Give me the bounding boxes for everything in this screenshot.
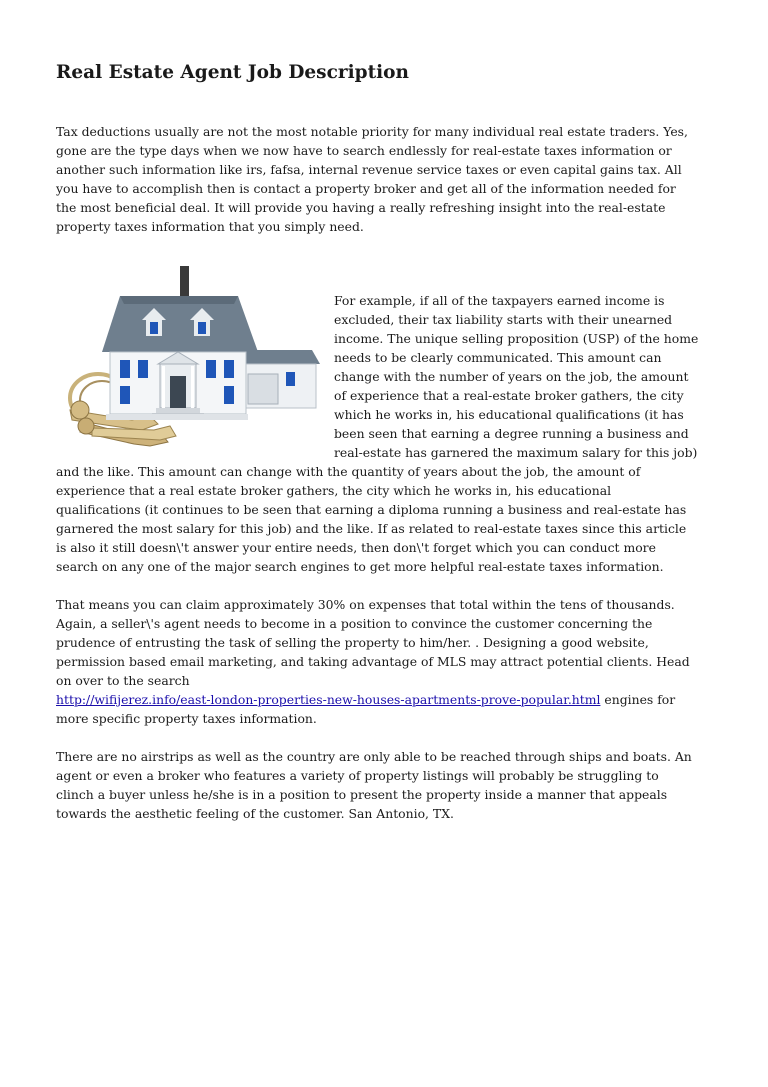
text-line: which he works in, his educational qualifications (it has: [334, 407, 684, 422]
text-line: income. The unique selling proposition (USP) of the home: [334, 331, 699, 346]
text-line: There are no airstrips as well as the country are only able to be reached through ships and boats. An: [56, 749, 692, 764]
text-line: gone are the type days when we now have to search endlessly for real-estate taxes information or: [56, 143, 672, 158]
text-line: permission based email marketing, and taking advantage of MLS may attract potential clients. Head: [56, 654, 690, 669]
text-line: more specific property taxes information.: [56, 711, 317, 726]
text-line: That means you can claim approximately 30% on expenses that total within the tens of thousands.: [56, 597, 675, 612]
document-title: Real Estate Agent Job Description: [56, 62, 409, 83]
text-line: another such information like irs, fafsa, internal revenue service taxes or even capital gains tax. All: [56, 162, 682, 177]
text-line: on over to the search: [56, 673, 190, 688]
text-line: you have to accomplish then is contact a property broker and get all of the information needed for: [56, 181, 676, 196]
text-line: experience that a real estate broker gathers, the city which he works in, his educational: [56, 483, 612, 498]
text-line: garnered the most salary for this job) and the like. If as related to real-estate taxes since this article: [56, 521, 687, 536]
paragraph-4: [56, 747, 716, 823]
text-line: towards the aesthetic feeling of the customer. San Antonio, TX.: [56, 806, 454, 821]
text-line: search on any one of the major search engines to get more helpful real-estate taxes information.: [56, 559, 664, 574]
text-line: clinch a buyer unless he/she is in a position to present the property inside a manner that appeals: [56, 787, 668, 802]
text-line: prudence of entrusting the task of selling the property to him/her. . Designing a good website,: [56, 635, 649, 650]
text-line: change with the number of years on the job, the amount: [334, 369, 689, 384]
text-line: Again, a seller\'s agent needs to become in a position to convince the customer concerning the: [56, 616, 653, 631]
paragraph-3: [56, 595, 716, 728]
text-line: needs to be clearly communicated. This amount can: [334, 350, 662, 365]
text-line: been seen that earning a degree running a business and: [334, 426, 689, 441]
text-line: real-estate has garnered the maximum salary for this job): [334, 445, 698, 460]
text-line: the most beneficial deal. It will provide you having a really refreshing insight into the real-estate: [56, 200, 666, 215]
paragraph-1: [56, 122, 716, 236]
text-line: property taxes information that you simply need.: [56, 219, 364, 234]
text-line: agent or even a broker who features a variety of property listings will probably be struggling to: [56, 768, 659, 783]
link-line: [56, 690, 716, 709]
text-line: is also it still doesn\'t answer your entire needs, then don\'t forget which you can conduct more: [56, 540, 656, 555]
property-link[interactable]: http://wifijerez.info/east-london-properties-new-houses-apartments-prove-popular.html: [56, 692, 601, 707]
text-line: For example, if all of the taxpayers earned income is: [334, 293, 665, 308]
text-line: Tax deductions usually are not the most notable priority for many individual real estate traders. Yes,: [56, 124, 688, 139]
link-suffix-text: engines for: [600, 692, 676, 707]
text-line: and the like. This amount can change with the quantity of years about the job, the amount of: [56, 464, 641, 479]
paragraph-2: [56, 291, 716, 576]
text-line: excluded, their tax liability starts with their unearned: [334, 312, 673, 327]
text-line: qualifications (it continues to be seen that earning a diploma running a business and real-estate has: [56, 502, 687, 517]
text-line: of experience that a real-estate broker gathers, the city: [334, 388, 684, 403]
